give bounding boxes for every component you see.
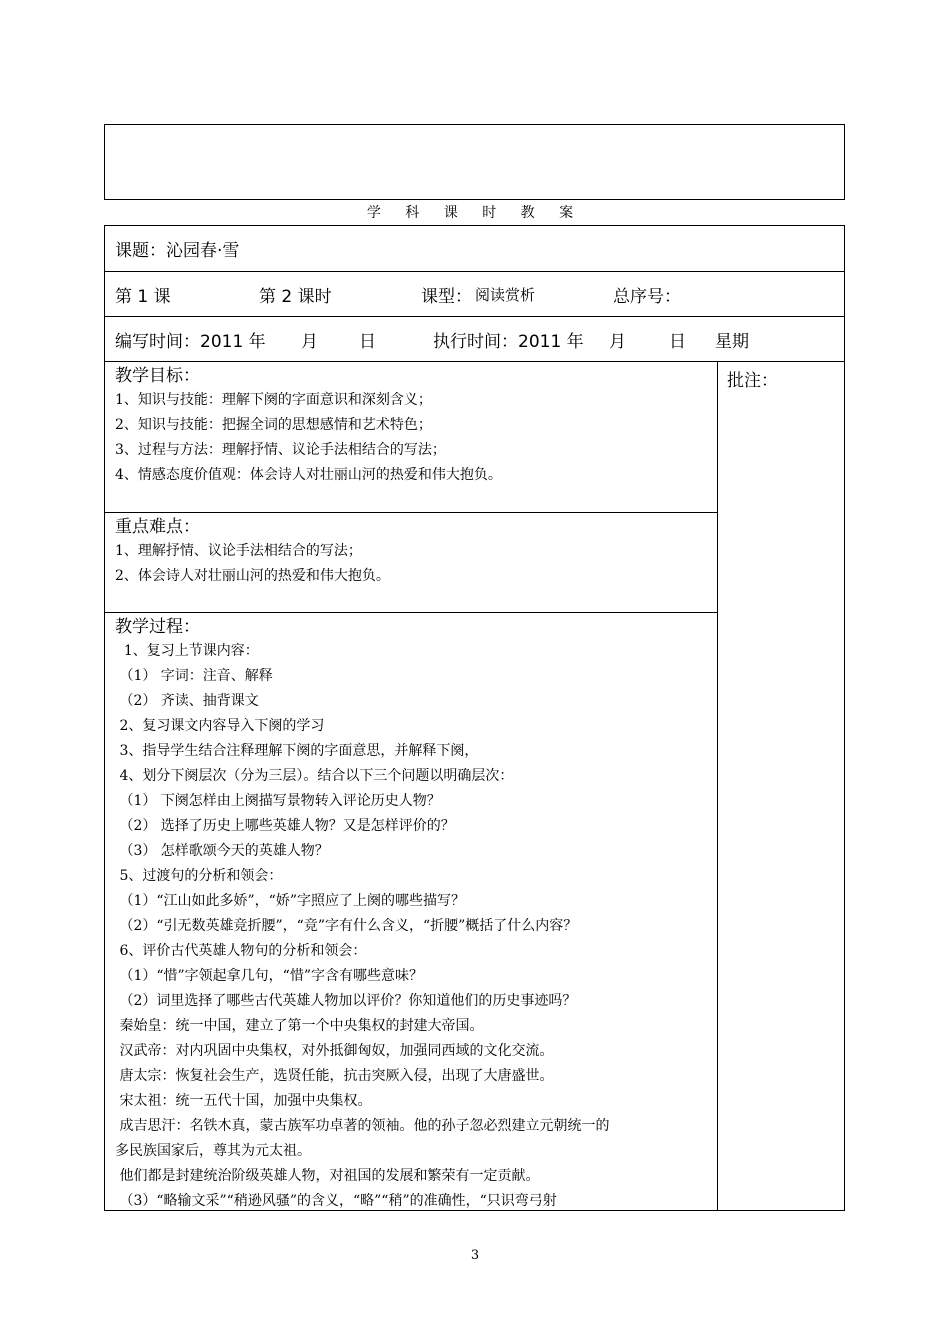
weekday-label: 星期 bbox=[715, 331, 749, 352]
write-time-label: 编写时间：2011 年 bbox=[115, 331, 266, 352]
document-title: 学 科 课 时 教 案 bbox=[366, 205, 584, 221]
process-line: 宋太祖：统一五代十国，加强中央集权。 bbox=[115, 1093, 372, 1109]
page-number: 3 bbox=[470, 1248, 480, 1263]
section-divider bbox=[105, 612, 717, 613]
lesson-title: 课题：沁园春·雪 bbox=[115, 241, 240, 261]
key-point-item: 2、体会诗人对壮丽山河的热爱和伟大抱负。 bbox=[115, 568, 390, 584]
teaching-process-section bbox=[115, 615, 715, 1214]
notes-label: 批注： bbox=[727, 371, 778, 391]
exec-month: 月 bbox=[609, 331, 626, 352]
process-line: （3）“略输文采”“稍逊风骚”的含义，“略”“稍”的准确性，“只识弯弓射 bbox=[115, 1193, 557, 1209]
key-point-item: 1、理解抒情、议论手法相结合的写法； bbox=[115, 543, 362, 559]
section-divider bbox=[105, 512, 717, 513]
process-line: 汉武帝：对内巩固中央集权，对外抵御匈奴，加强同西域的文化交流。 bbox=[115, 1043, 554, 1059]
process-line: （1） 字词：注音、解释 bbox=[115, 668, 273, 684]
lesson-type-label: 课型： bbox=[421, 286, 472, 307]
process-line: 3、指导学生结合注释理解下阕的字面意思，并解释下阕， bbox=[115, 743, 479, 759]
lesson-title-row bbox=[105, 226, 844, 272]
process-line: 2、复习课文内容导入下阕的学习 bbox=[115, 718, 325, 734]
teaching-goals-title: 教学目标： bbox=[115, 366, 200, 386]
lesson-info-row bbox=[105, 272, 844, 317]
notes-column-divider bbox=[717, 362, 718, 1211]
process-line: （2） 齐读、抽背课文 bbox=[115, 693, 259, 709]
process-line: （2）词里选择了哪些古代英雄人物加以评价？你知道他们的历史事迹吗？ bbox=[115, 993, 577, 1009]
process-line: （1）“惜”字领起拿几句，“惜”字含有哪些意味？ bbox=[115, 968, 423, 984]
write-day: 日 bbox=[359, 331, 376, 352]
goal-item: 2、知识与技能：把握全词的思想感情和艺术特色； bbox=[115, 417, 432, 433]
process-line: 他们都是封建统治阶级英雄人物，对祖国的发展和繁荣有一定贡献。 bbox=[115, 1168, 540, 1184]
process-line: 多民族国家后，尊其为元太祖。 bbox=[115, 1143, 311, 1159]
process-line: （2）“引无数英雄竞折腰”，“竞”字有什么含义，“折腰”概括了什么内容？ bbox=[115, 918, 578, 934]
process-line: （1）“江山如此多娇”，“娇”字照应了上阕的哪些描写？ bbox=[115, 893, 465, 909]
process-line: 唐太宗：恢复社会生产，选贤任能，抗击突厥入侵，出现了大唐盛世。 bbox=[115, 1068, 554, 1084]
process-line: （1） 下阕怎样由上阕描写景物转入评论历史人物？ bbox=[115, 793, 441, 809]
write-month: 月 bbox=[301, 331, 318, 352]
header-blank-box bbox=[104, 124, 845, 200]
teaching-process-title: 教学过程： bbox=[115, 617, 200, 637]
exec-time-label: 执行时间：2011 年 bbox=[433, 331, 584, 352]
lesson-plan-table bbox=[104, 225, 845, 1211]
teaching-goals-section bbox=[115, 364, 715, 488]
process-line: 5、过渡句的分析和领会： bbox=[115, 868, 283, 884]
process-line: 1、复习上节课内容： bbox=[115, 643, 259, 659]
process-line: （2） 选择了历史上哪些英雄人物？又是怎样评价的？ bbox=[115, 818, 455, 834]
goal-item: 4、情感态度价值观：体会诗人对壮丽山河的热爱和伟大抱负。 bbox=[115, 467, 502, 483]
lesson-number: 第 1 课 bbox=[115, 286, 171, 307]
serial-number-label: 总序号： bbox=[613, 286, 681, 307]
process-line: 4、划分下阕层次（分为三层）。结合以下三个问题以明确层次： bbox=[115, 768, 514, 784]
key-points-title: 重点难点： bbox=[115, 517, 200, 537]
process-line: 成吉思汗：名铁木真，蒙古族军功卓著的领袖。他的孙子忽必烈建立元朝统一的 bbox=[115, 1118, 610, 1134]
goal-item: 1、知识与技能：理解下阕的字面意识和深刻含义； bbox=[115, 392, 432, 408]
lesson-type-value: 阅读赏析 bbox=[475, 285, 536, 304]
process-line: （3） 怎样歌颂今天的英雄人物？ bbox=[115, 843, 329, 859]
key-points-section bbox=[115, 515, 715, 589]
period-number: 第 2 课时 bbox=[259, 286, 332, 307]
process-line: 6、评价古代英雄人物句的分析和领会： bbox=[115, 943, 367, 959]
time-row bbox=[105, 317, 844, 362]
exec-day: 日 bbox=[669, 331, 686, 352]
process-line: 秦始皇：统一中国，建立了第一个中央集权的封建大帝国。 bbox=[115, 1018, 484, 1034]
goal-item: 3、过程与方法：理解抒情、议论手法相结合的写法； bbox=[115, 442, 446, 458]
